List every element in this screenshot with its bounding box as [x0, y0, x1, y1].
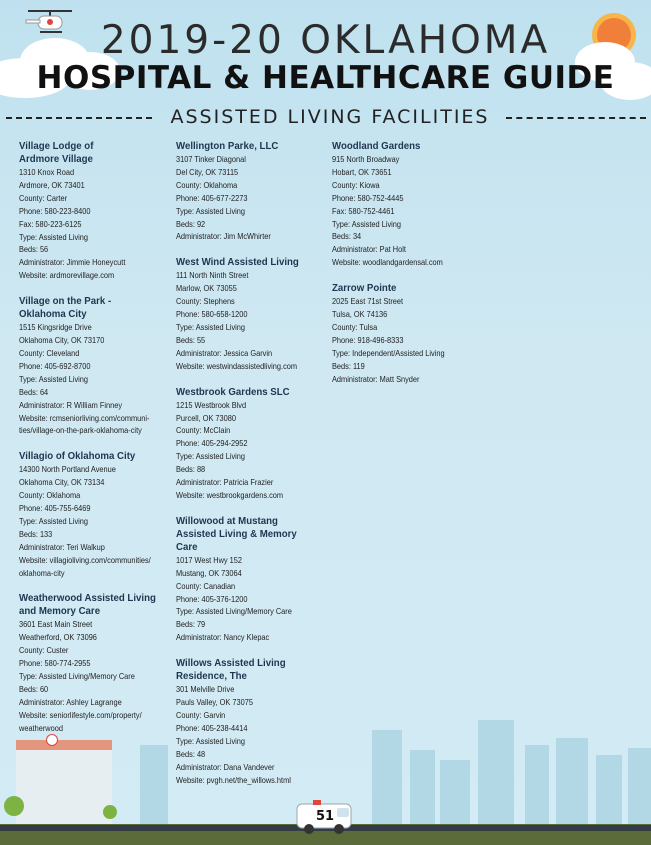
facility-detail: Phone: 580-223-8400	[19, 205, 91, 216]
hospital-building-icon	[16, 740, 112, 836]
facility-detail: 1215 Westbrook Blvd	[176, 399, 247, 410]
facility-detail: Tulsa, OK 74136	[332, 309, 388, 320]
facility-detail: Administrator: Pat Holt	[332, 244, 406, 255]
facility-detail: Phone: 580-774-2955	[19, 658, 91, 669]
column-3	[332, 140, 482, 399]
facility-entry	[19, 592, 169, 734]
facility-detail: Beds: 79	[176, 619, 206, 630]
facility-detail: 3601 East Main Street	[19, 619, 93, 630]
facility-name: Woodland Gardens	[332, 140, 421, 152]
facility-detail: 1310 Knox Road	[19, 167, 75, 177]
facility-detail: Mustang, OK 73064	[176, 567, 242, 578]
facility-name: Zarrow Pointe	[332, 282, 397, 295]
facility-detail: Type: Assisted Living	[332, 218, 402, 229]
divider-right	[506, 117, 646, 119]
facility-detail: Phone: 405-294-2952	[176, 438, 248, 449]
facility-detail: 2025 East 71st Street	[332, 296, 404, 307]
facility-detail: Oklahoma City, OK 73134	[19, 477, 105, 488]
facility-detail: Phone: 405-376-1200	[176, 593, 248, 604]
facility-detail: Administrator: Nancy Klepac	[176, 632, 270, 643]
facility-detail: Type: Independent/Assisted Living	[332, 347, 445, 358]
facility-detail: Administrator: Ashley Lagrange	[19, 696, 122, 707]
facility-detail: Phone: 580-658-1200	[176, 309, 248, 320]
facility-detail: County: Canadian	[176, 580, 236, 591]
page-title-main: HOSPITAL & HEALTHCARE GUIDE	[36, 60, 615, 96]
facility-detail: Administrator: Dana Vandever	[176, 761, 275, 772]
facility-detail: Website: villagioliving.com/communities/	[19, 554, 151, 565]
facility-detail: oklahoma-city	[19, 567, 65, 578]
facility-detail: County: Oklahoma	[176, 179, 238, 190]
facility-detail: Pauls Valley, OK 73075	[176, 697, 253, 708]
facility-detail: County: Cleveland	[19, 347, 80, 358]
facility-detail: 14300 North Portland Avenue	[19, 464, 116, 475]
facility-detail: Fax: 580-752-4461	[332, 205, 395, 216]
tree-icon	[103, 805, 117, 819]
facility-detail: Type: Assisted Living	[176, 451, 246, 462]
facility-detail: Ardmore, OK 73401	[19, 179, 85, 190]
facility-detail: County: McClain	[176, 425, 231, 436]
facility-name: Village on the Park - Oklahoma City	[19, 295, 112, 321]
facility-detail: Phone: 405-692-8700	[19, 360, 91, 371]
facility-detail: Website: pvgh.net/the_willows.html	[176, 774, 291, 785]
section-header	[6, 106, 646, 128]
facility-detail: Phone: 405-238-4414	[176, 722, 248, 733]
facility-detail: Phone: 405-677-2273	[176, 192, 248, 203]
facility-detail: Purcell, OK 73080	[176, 412, 236, 423]
facility-detail: County: Custer	[19, 645, 69, 656]
facility-detail: Beds: 88	[176, 464, 206, 475]
facility-detail: Website: westbrookgardens.com	[176, 489, 284, 500]
facility-detail: weatherwood	[19, 722, 63, 733]
facility-detail: County: Carter	[19, 192, 68, 203]
facility-detail: Type: Assisted Living	[19, 231, 89, 242]
facility-detail: Administrator: Jessica Garvin	[176, 347, 273, 358]
facility-entry	[332, 140, 482, 269]
facility-detail: Website: seniorlifestyle.com/property/	[19, 709, 142, 720]
facility-entry	[19, 140, 169, 282]
facility-detail: Phone: 580-752-4445	[332, 192, 404, 203]
facility-detail: 301 Melville Drive	[176, 684, 235, 695]
facility-detail: County: Oklahoma	[19, 490, 81, 501]
facility-detail: Type: Assisted Living	[176, 205, 246, 216]
section-title: ASSISTED LIVING FACILITIES	[170, 106, 490, 128]
facility-detail: Beds: 56	[19, 244, 49, 255]
facility-detail: Weatherford, OK 73096	[19, 632, 97, 643]
facility-detail: Type: Assisted Living/Memory Care	[176, 606, 292, 617]
page-title-year: 2019-20 OKLAHOMA	[100, 18, 551, 63]
facility-detail: Beds: 55	[176, 334, 206, 345]
facility-name: Westbrook Gardens SLC	[176, 385, 290, 398]
facility-detail: County: Kiowa	[332, 179, 380, 190]
facility-entry	[176, 256, 326, 372]
facility-detail: Phone: 918-496-8333	[332, 334, 404, 345]
facility-detail: Website: rcmseniorliving.com/communi-	[19, 412, 150, 423]
facility-detail: 111 North Ninth Street	[176, 270, 249, 281]
facility-detail: Website: ardmorevillage.com	[19, 270, 115, 281]
facility-detail: Type: Assisted Living	[176, 735, 246, 746]
facility-name: Wellington Parke, LLC	[176, 140, 279, 152]
facility-entry	[332, 282, 482, 385]
facility-detail: 3107 Tinker Diagonal	[176, 154, 246, 164]
page-number: 51	[316, 809, 335, 824]
facility-name: Willows Assisted Living Residence, The	[176, 657, 286, 683]
column-2	[176, 140, 326, 799]
facility-detail: Type: Assisted Living	[19, 515, 89, 526]
facility-detail: Beds: 92	[176, 218, 206, 229]
facility-detail: 1515 Kingsridge Drive	[19, 322, 92, 333]
facility-detail: 915 North Broadway	[332, 154, 400, 164]
facility-entry	[176, 386, 326, 502]
facility-detail: 1017 West Hwy 152	[176, 554, 243, 565]
facility-entry	[19, 450, 169, 579]
facility-detail: Administrator: R William Finney	[19, 399, 123, 410]
facility-detail: Administrator: Patricia Frazier	[176, 477, 274, 488]
facility-detail: County: Garvin	[176, 710, 226, 720]
facility-name: Village Lodge of Ardmore Village	[19, 140, 94, 165]
facility-detail: Type: Assisted Living	[176, 321, 246, 332]
facility-detail: Website: westwindassistedliving.com	[176, 360, 298, 371]
facility-entry	[176, 515, 326, 644]
facility-detail: Administrator: Matt Snyder	[332, 373, 420, 384]
facility-detail: Type: Assisted Living/Memory Care	[19, 671, 135, 682]
facility-entry	[176, 657, 326, 786]
column-1	[19, 140, 169, 748]
facility-entry	[19, 295, 169, 437]
divider-left	[6, 117, 152, 119]
facility-name: Willowood at Mustang Assisted Living & Memory Care	[176, 514, 297, 553]
facility-entry	[176, 140, 326, 243]
facility-detail: Administrator: Jimmie Honeycutt	[19, 257, 126, 268]
facility-detail: County: Stephens	[176, 296, 235, 307]
facility-detail: Administrator: Teri Walkup	[19, 541, 105, 552]
facility-detail: Beds: 34	[332, 231, 362, 242]
facility-detail: Oklahoma City, OK 73170	[19, 335, 105, 346]
facility-detail: Beds: 48	[176, 748, 206, 759]
facility-detail: Fax: 580-223-6125	[19, 218, 82, 229]
facility-detail: Type: Assisted Living	[19, 373, 89, 384]
facility-detail: Beds: 64	[19, 386, 49, 397]
facility-detail: Administrator: Jim McWhirter	[176, 231, 271, 242]
facility-detail: Beds: 119	[332, 360, 365, 371]
facility-detail: Hobart, OK 73651	[332, 166, 392, 177]
facility-detail: Del City, OK 73115	[176, 166, 239, 177]
tree-icon	[4, 796, 24, 816]
facility-detail: Phone: 405-755-6469	[19, 503, 91, 514]
facility-detail: ties/village-on-the-park-oklahoma-city	[19, 425, 142, 436]
facility-detail: Beds: 60	[19, 684, 49, 694]
facility-detail: Marlow, OK 73055	[176, 283, 237, 294]
facility-name: Weatherwood Assisted Living and Memory Care	[19, 592, 156, 618]
facility-detail: Beds: 133	[19, 528, 53, 539]
facility-name: West Wind Assisted Living	[176, 256, 299, 269]
facility-detail: Website: woodlandgardensal.com	[332, 257, 443, 268]
facility-detail: County: Tulsa	[332, 321, 378, 332]
facility-name: Villagio of Oklahoma City	[19, 450, 136, 463]
